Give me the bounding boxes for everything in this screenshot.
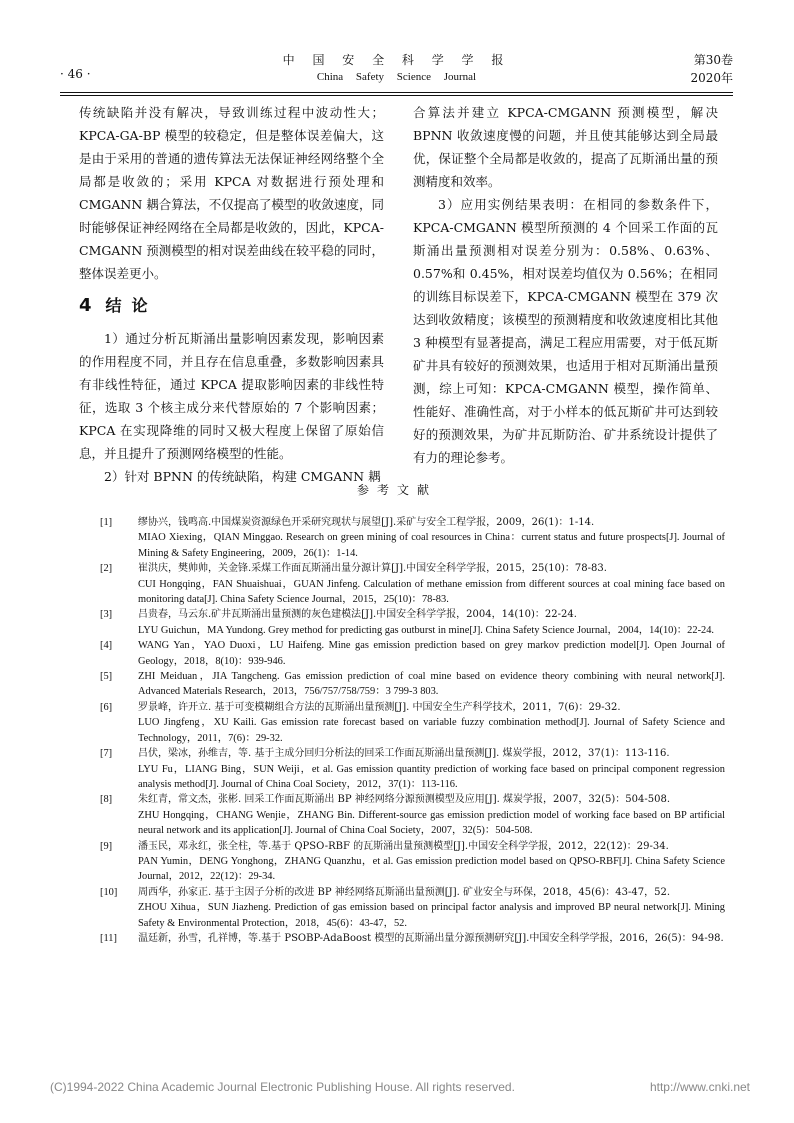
reference-number: [10] bbox=[100, 886, 118, 898]
reference-cn: 罗景峰，许开立. 基于可变模糊组合方法的瓦斯涌出量预测[J]. 中国安全生产科学技术，2011，7(6)：29-32. bbox=[138, 701, 621, 713]
reference-number: [2] bbox=[100, 563, 113, 575]
references-title: 参考文献 bbox=[356, 483, 437, 497]
page-number: · 46 · bbox=[60, 67, 91, 81]
reference-item bbox=[100, 561, 725, 607]
body-paragraph: 1）通过分析瓦斯涌出量影响因素发现，影响因素的作用程度不同，并且存在信息重叠，多数影响因素具有非线性特征，通过 KPCA 提取影响因素的非线性特征，选取 3 个核主成分来代替原始的 7 个影响因素；KPCA 在实现降维的同时又极大程度上保留了原始信息，并且提升了预测网络模型的性能。 bbox=[79, 331, 384, 461]
reference-en: LYU Fu，LIANG Bing，SUN Weiji，et al. Gas emission quantity prediction of working face based on principal component regression analysis method[J]. Journal of China Coal Society，2012，37(1)：113-116. bbox=[138, 763, 725, 790]
reference-number: [7] bbox=[100, 748, 113, 760]
reference-number: [9] bbox=[100, 840, 113, 852]
reference-item bbox=[100, 607, 725, 638]
reference-en: LYU Guichun，MA Yundong. Grey method for predicting gas outburst in mine[J]. China Safety Science Journal，2004，14(10)：22-24. bbox=[138, 624, 715, 636]
journal-name bbox=[260, 51, 533, 85]
body-paragraph: 3）应用实例结果表明：在相同的参数条件下，KPCA-CMGANN 模型所预测的 4 个回采工作面的瓦斯涌出量预测相对误差分别为：0.58%、0.63%、0.57%和 0.45%，相对误差均值仅为 0.56%；在相同的训练目标误差下，KPCA-CMGANN 模型在 379 次达到收敛精度；该模型的预测精度和收敛速度相比其他 3 种模型有显著提高，满足工程应用需要，对于低瓦斯矿井具有较好的预测效果，也适用于相对瓦斯涌出量预测，综上可知：KPCA-CMGANN 模型，操作简单、性能好、准确性高，对于小样本的低瓦斯矿井可达到较好的预测效果，为矿井瓦斯防治、矿井系统设计提供了有力的理论参考。 bbox=[413, 197, 718, 465]
footer-url[interactable]: http://www.cnki.net bbox=[649, 1080, 750, 1094]
reference-en: ZHI Meiduan，JIA Tangcheng. Gas emission prediction of coal mine based on evidence theory combining with neural network[J]. Advanced Materials Research，2013，756/757/758/759：3 799-3 803. bbox=[138, 671, 725, 698]
reference-item bbox=[100, 885, 725, 931]
section-heading bbox=[79, 285, 384, 327]
reference-cn: 崔洪庆，樊帅帅，关金锋.采煤工作面瓦斯涌出量分源计算[J].中国安全科学学报，2015，25(10)：78-83. bbox=[138, 563, 607, 575]
reference-cn: 周西华，孙家正. 基于主因子分析的改进 BP 神经网络瓦斯涌出量预测[J]. 矿业安全与环保，2018，45(6)：43-47，52. bbox=[138, 886, 671, 898]
reference-en: MIAO Xiexing，QIAN Minggao. Research on green mining of coal resources in China：current status and future prospects[J]. Journal of Mining & Safety Engineering，2009，26(1)：1-14. bbox=[138, 532, 725, 559]
reference-en: PAN Yumin，DENG Yonghong，ZHANG Quanzhu，et al. Gas emission prediction model based on QPSO-RBF[J]. China Safety Science Journal，2012，22(12)：29-34. bbox=[138, 855, 725, 883]
reference-item bbox=[100, 700, 725, 746]
reference-cn: 朱红青，常文杰，张彬. 回采工作面瓦斯涌出 BP 神经网络分源预测模型及应用[J]. 煤炭学报，2007，32(5)：504-508. bbox=[138, 794, 671, 806]
reference-item bbox=[100, 839, 725, 885]
reference-number: [3] bbox=[100, 609, 113, 621]
reference-cn: 潘玉民，邓永红，张全柱，等.基于 QPSO-RBF 的瓦斯涌出量预测模型[J].中国安全科学学报，2012，22(12)：29-34. bbox=[138, 840, 669, 852]
issue-info bbox=[690, 51, 733, 87]
reference-number: [11] bbox=[100, 932, 117, 944]
body-paragraph: 合算法并建立 KPCA-CMGANN 预测模型，解决 BPNN 收敛速度慢的问题，并且使其能够达到全局最优，保证整个全局都是收敛的，提高了瓦斯涌出量的预测精度和效率。 bbox=[413, 105, 718, 189]
reference-item bbox=[100, 931, 725, 946]
reference-en: WANG Yan，YAO Duoxi，LU Haifeng. Mine gas emission prediction based on grey markov prediction model[J]. Open Journal of Geology，2018，8(10)：939-946. bbox=[138, 640, 725, 667]
reference-number: [5] bbox=[100, 671, 113, 683]
reference-en: CUI Hongqing，FAN Shuaishuai，GUAN Jinfeng. Calculation of methane emission from different sources at coal mining face based on monitoring data[J]. China Safety Science Journal，2015，25(10)：78-83. bbox=[138, 578, 725, 606]
reference-en: LUO Jingfeng，XU Kaili. Gas emission rate forecast based on variable fuzzy combination method[J]. Journal of Safety Science and Technology，2011，7(6)：29-32. bbox=[138, 717, 725, 744]
volume: 第30卷 bbox=[693, 53, 733, 67]
left-column bbox=[79, 101, 384, 488]
journal-name-en: China Safety Science Journal bbox=[316, 71, 477, 83]
reference-en: ZHU Hongqing，CHANG Wenjie，ZHANG Bin. Different-source gas emission prediction model of working face based on BP artificial neural network and its application[J]. Journal of China Coal Society，2007，32(5)：504-508. bbox=[138, 809, 725, 837]
reference-cn: 吕贵春，马云东.矿井瓦斯涌出量预测的灰色建模法[J].中国安全科学学报，2004，14(10)：22-24. bbox=[138, 609, 577, 621]
section-number: 4 bbox=[79, 295, 92, 316]
right-column bbox=[413, 101, 718, 469]
reference-number: [4] bbox=[100, 640, 113, 652]
reference-number: [8] bbox=[100, 794, 113, 806]
reference-item bbox=[100, 669, 725, 700]
reference-item bbox=[100, 746, 725, 792]
year: 2020年 bbox=[690, 71, 733, 85]
reference-list bbox=[100, 515, 725, 946]
body-paragraph: 2）针对 BPNN 的传统缺陷，构建 CMGANN 耦 bbox=[104, 469, 381, 484]
section-title: 结论 bbox=[105, 296, 158, 315]
reference-item bbox=[100, 792, 725, 838]
reference-number: [1] bbox=[100, 517, 113, 528]
page-header bbox=[60, 51, 733, 91]
reference-en: ZHOU Xihua，SUN Jiazheng. Prediction of gas emission based on principal factor analysis and improved BP neural network[J]. Mining Safety & Environmental Protection，2018，45(6)：43-47，52. bbox=[138, 902, 725, 929]
reference-number: [6] bbox=[100, 701, 113, 713]
reference-item bbox=[100, 638, 725, 669]
reference-cn: 吕伏，梁冰，孙维吉，等. 基于主成分回归分析法的回采工作面瓦斯涌出量预测[J]. 煤炭学报，2012，37(1)：113-116. bbox=[138, 748, 670, 760]
header-rule-thin bbox=[60, 95, 733, 96]
body-paragraph: 传统缺陷并没有解决，导致训练过程中波动性大；KPCA-GA-BP 模型的较稳定，但是整体误差偏大，这是由于采用的普通的遗传算法无法保证神经网络整个全局都是收敛的；采用 KPCA 对数据进行预处理和 CMGANN 耦合算法，不仅提高了模型的收敛速度，同时能够保证神经网络在全局都是收敛的，因此，KPCA-CMGANN 预测模型的相对误差曲线在较平稳的同时，整体误差更小。 bbox=[79, 105, 384, 281]
reference-item bbox=[100, 515, 725, 561]
reference-cn: 温廷新，孙雪，孔祥博，等.基于 PSOBP-AdaBoost 模型的瓦斯涌出量分源预测研究[J].中国安全科学学报，2016，26(5)：94-98. bbox=[138, 932, 724, 944]
header-rule bbox=[60, 92, 733, 93]
copyright-notice: (C)1994-2022 China Academic Journal Electronic Publishing House. All rights reserved. bbox=[50, 1080, 515, 1094]
reference-cn: 缪协兴，钱鸣高.中国煤炭资源绿色开采研究现状与展望[J].采矿与安全工程学报，2009，26(1)：1-14. bbox=[138, 517, 595, 528]
journal-name-cn: 中 国 安 全 科 学 学 报 bbox=[282, 53, 511, 67]
